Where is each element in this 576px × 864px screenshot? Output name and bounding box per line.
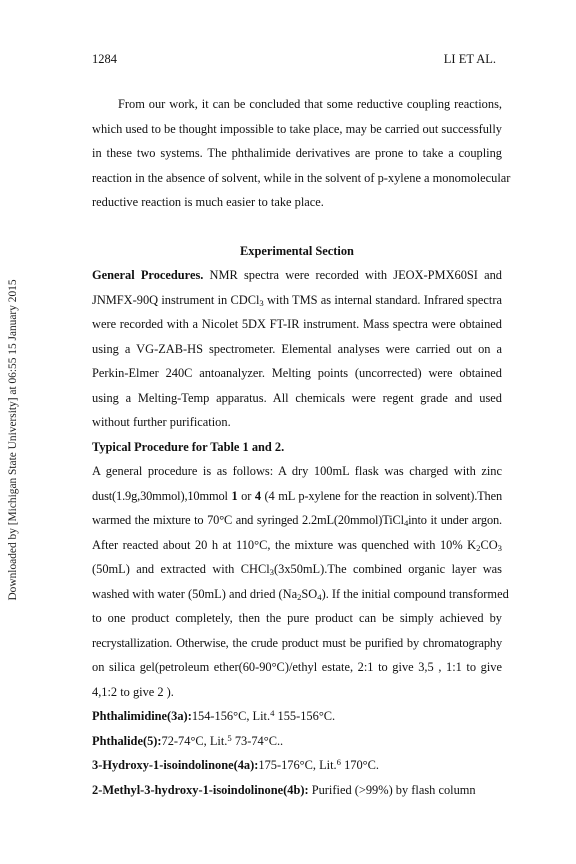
compound-entry: [92, 729, 502, 754]
typical-procedure-paragraph: [92, 459, 509, 704]
procedure-line: to one product completely, then the pure product can be simply achieved by: [92, 611, 502, 625]
reference-number: 6: [336, 757, 341, 768]
general-procedures-text-2: with TMS as internal standard. Infrared spectra were recorded with a Nicolet 5DX FT-IR instrument. Mass spectra were obtained using a VG-ZAB-HS spectrometer. Elemental analyses were carried out on a Perkin-Elmer 240C antoanalyzer. Melting points (uncorrected) were obtained using a Melting-Temp apparatus. All chemicals were regent grade and used without further purification.: [92, 292, 502, 429]
reference-number: 5: [227, 732, 232, 743]
procedure-line: (50mL) and extracted with CHCl$_3$(3x50mL).The combined organic layer was: [92, 562, 502, 578]
procedure-line: warmed the mixture to 70°C and syringed 2.2mL(20mmol)TiCl$_4$into it under argon.: [92, 513, 502, 529]
experimental-section-title: Experimental Section: [240, 243, 354, 258]
general-procedures-text: NMR spectra were recorded with JEOX-PMX60SI and JNMFX-90Q instrument in CDCl: [92, 268, 502, 307]
intro-paragraph: [92, 92, 511, 215]
compound-data: 72-74°C, Lit.: [161, 733, 228, 748]
article-body: [92, 92, 511, 802]
subscript: 3: [259, 297, 264, 308]
compound-name: Phthalide(5):: [92, 733, 162, 748]
compound-data: 155-156°C.: [274, 709, 336, 723]
procedure-line: 4,1:2 to give 2 ).: [92, 684, 174, 699]
procedure-line: dust(1.9g,30mmol),10mmol 1 or 4 (4 mL p-xylene for the reaction in solvent).Then: [92, 488, 502, 503]
procedure-line: After reacted about 20 h at 110°C, the mixture was quenched with 10% $K_2CO_3$: [92, 537, 502, 553]
intro-line: reaction in the absence of solvent, while in the solvent of p-xylene a monomolecular: [92, 170, 511, 185]
general-procedures-heading: General Procedures.: [92, 268, 204, 282]
procedure-line: washed with water (50mL) and dried $(Na_2SO_4)$. If the initial compound transformed: [92, 586, 509, 602]
compound-data: 175-176°C, Lit.: [258, 758, 337, 772]
compound-name: 2-Methyl-3-hydroxy-1-isoindolinone(4b):: [92, 782, 309, 797]
compound-data: Purified (>99%) by flash column: [308, 782, 476, 797]
procedure-line: A general procedure is as follows: A dry 100mL flask was charged with zinc: [92, 464, 502, 478]
compound-name: Phthalimidine(3a):: [92, 709, 192, 723]
procedure-line: on silica gel(petroleum ether(60-90°C)/ethyl estate, 2:1 to give 3,5 , 1:1 to give: [92, 660, 502, 674]
running-head: LI ET AL.: [443, 52, 496, 66]
download-watermark: [3, 238, 23, 642]
compound-entry: [92, 704, 502, 729]
general-procedures-paragraph: [92, 263, 502, 435]
compound-data: 154-156°C, Lit.: [191, 709, 271, 723]
intro-line: which used to be thought impossible to take place, may be carried out successfully: [92, 121, 502, 136]
page-header: [92, 52, 496, 67]
compound-data: 73-74°C..: [231, 733, 284, 748]
compound-name: 3-Hydroxy-1-isoindolinone(4a):: [92, 758, 259, 772]
compound-entry: [92, 778, 502, 803]
intro-line: in these two systems. The phthalimide derivatives are prone to take a coupling: [92, 146, 502, 160]
compound-data: 170°C.: [340, 758, 379, 772]
compound-entry: [92, 753, 502, 778]
intro-line: reductive reaction is much easier to take place.: [92, 195, 324, 209]
intro-line: From our work, it can be concluded that some reductive coupling reactions,: [118, 97, 502, 111]
procedure-line: recrystallization. Otherwise, the crude product must be purified by chromatography: [92, 635, 502, 650]
reference-number: 4: [270, 708, 275, 719]
typical-procedure-heading: Typical Procedure for Table 1 and 2.: [92, 439, 285, 454]
download-watermark-text: Downloaded by [Michigan State University] at 06:55 15 January 2015: [7, 279, 19, 601]
page-number: 1284: [92, 52, 117, 66]
